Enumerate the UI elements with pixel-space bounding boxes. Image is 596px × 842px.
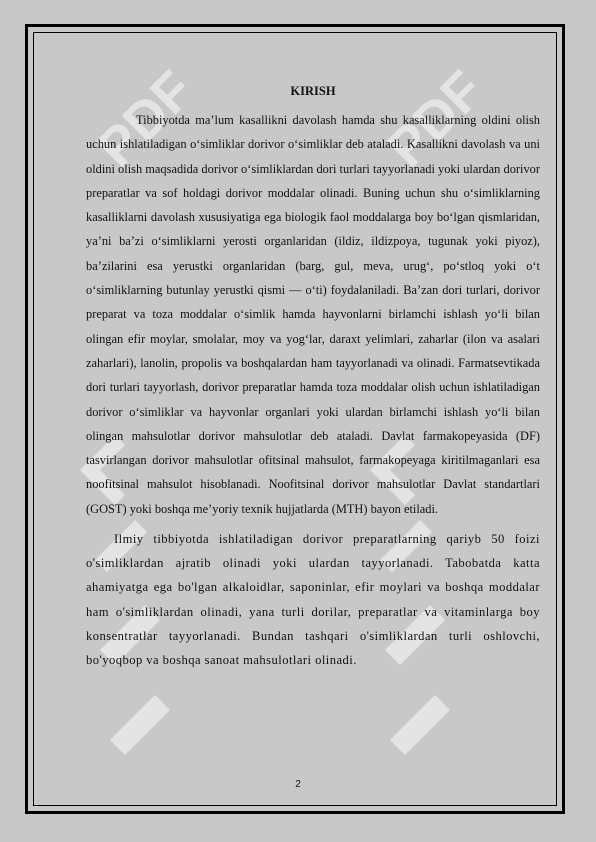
svg-text:PDF: PDF — [376, 59, 495, 179]
paragraph-2: Ilmiy tibbiyotda ishlatiladigan dorivor preparatlarning qariyb 50 foizi o'simliklardan ajratib olinadi yoki ulardan tayyorlanadi. Tabobatda katta ahamiyatga ega bo'lgan alkaloidlar, saponinlar, efir moylari va boshqa moddalar ham o'simliklardan olinadi, yana turli dorilar, preparatlar va vitaminlarga boy konsentratlar tayyorlanadi. Bundan tashqari o'simliklardan turli oshlovchi, bo'yoqbop va boshqa sanoat mahsulotlari olinadi. — [86, 532, 540, 668]
page-number: 2 — [295, 779, 301, 790]
document-body — [86, 84, 540, 672]
svg-text:PDF: PDF — [86, 59, 205, 179]
paragraph-1: Tibbiyotda ma’lum kasallikni davolash hamda shu kasalliklarning oldini olish uchun ishlatiladigan o‘simliklar dorivor o‘simliklar deb ataladi. Kasallikni davolash va uni oldini olish maqsadida dorivor o‘simliklardan dori turlari tayyorlanadi yoki ulardan dorivor preparatlar va sof holdagi dorivor moddalar olinadi. Buning uchun shu o‘simliklarning kasalliklarni davolash xususiyatiga ega biologik faol moddalarga boy bo‘lgan qismlaridan, ya’ni ba’zi o‘simliklarni yerosti organlaridan (ildiz, ildizpoya, tugunak yoki piyoz), ba’zilarini esa yerustki organlaridan (barg, gul, meva, urug‘, po‘stloq yoki o‘t o‘simliklarning butunlay yerustki qismi — o‘ti) foydalaniladi. Ba’zan dori turlari, dorivor preparat va toza moddalar o‘simlik hamda hayvonlarni birlamchi ishlash yo‘li bilan olingan efir moylar, smolalar, moy va yog‘lar, daraxt yelimlari, zaharlar (ilon va asalari zaharlari), lanolin, propolis va boshqalardan ham tayyorlanadi va olinadi. Farmatsevtikada dori turlari tayyorlash, dorivor preparatlar hamda toza moddalar olish uchun ishlatiladigan dorivor o‘simliklar va hayvonlar organlari yoki ulardan birlamchi ishlash yo‘li bilan olingan mahsulotlar dorivor mahsulotlar deb ataladi. Davlat farmakopeyasida (DF) tasvirlangan dorivor mahsulotlar ofitsinal mahsulot, farmakopeyaga kiritilmaganlari esa noofitsinal mahsulot hisoblanadi. Noofitsinal dorivor mahsulotlar Davlat standartlari (GOST) yoki boshqa me’yoriy texnik hujjatlarda (MTH) bayon etiladi. — [86, 113, 540, 516]
section-title: KIRISH — [290, 84, 336, 98]
